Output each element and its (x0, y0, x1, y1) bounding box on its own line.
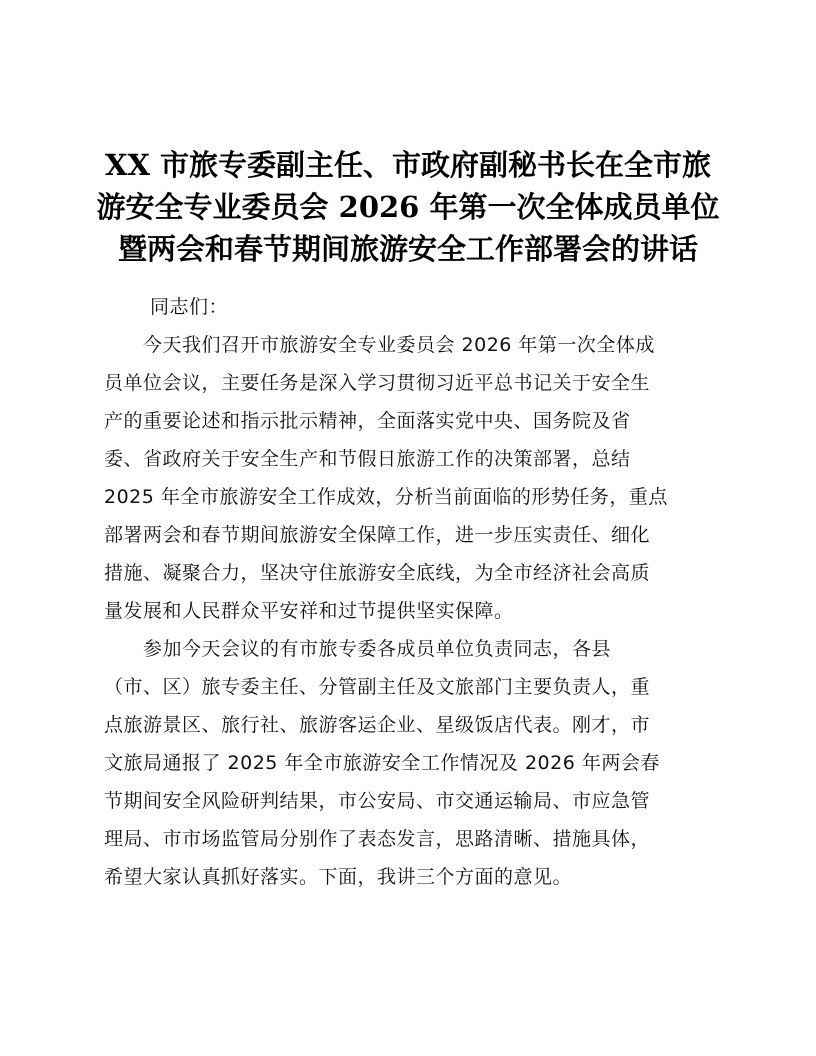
paragraph-line: 参加今天会议的有市旅专委各成员单位负责同志，各县 (104, 638, 612, 660)
document-title (96, 144, 720, 270)
paragraph-line: 文旅局通报了 2025 年全市旅游安全工作情况及 2026 年两会春 (104, 752, 660, 774)
paragraph-1 (104, 326, 712, 630)
title-line: 游安全专业委员会 2026 年第一次全体成员单位 (96, 190, 720, 224)
document-body (104, 288, 712, 896)
paragraph-2 (104, 630, 712, 896)
paragraph-line: 理局、市市场监管局分别作了表态发言，思路清晰、措施具体， (104, 828, 651, 850)
paragraph-line: 点旅游景区、旅行社、旅游客运企业、星级饭店代表。刚才，市 (104, 714, 651, 736)
paragraph-line: 今天我们召开市旅游安全专业委员会 2026 年第一次全体成 (104, 334, 655, 356)
paragraph-line: 员单位会议，主要任务是深入学习贯彻习近平总书记关于安全生 (104, 372, 651, 394)
paragraph-line: 希望大家认真抓好落实。下面，我讲三个方面的意见。 (104, 866, 573, 888)
paragraph-line: 量发展和人民群众平安祥和过节提供坚实保障。 (104, 600, 514, 622)
paragraph-line: 委、省政府关于安全生产和节假日旅游工作的决策部署，总结 (104, 448, 631, 470)
paragraph-line: 产的重要论述和指示批示精神，全面落实党中央、国务院及省 (104, 410, 631, 432)
salutation: 同志们： (150, 296, 229, 318)
paragraph-line: 措施、凝聚合力，坚决守住旅游安全底线，为全市经济社会高质 (104, 562, 651, 584)
title-line: XX 市旅专委副主任、市政府副秘书长在全市旅 (104, 148, 712, 182)
paragraph-line: 部署两会和春节期间旅游安全保障工作，进一步压实责任、细化 (104, 524, 651, 546)
paragraph-line: 2025 年全市旅游安全工作成效，分析当前面临的形势任务，重点 (104, 486, 668, 508)
title-line: 暨两会和春节期间旅游安全工作部署会的讲话 (117, 232, 698, 266)
paragraph-line: 节期间安全风险研判结果，市公安局、市交通运输局、市应急管 (104, 790, 651, 812)
paragraph-line: （市、区）旅专委主任、分管副主任及文旅部门主要负责人，重 (104, 676, 651, 698)
